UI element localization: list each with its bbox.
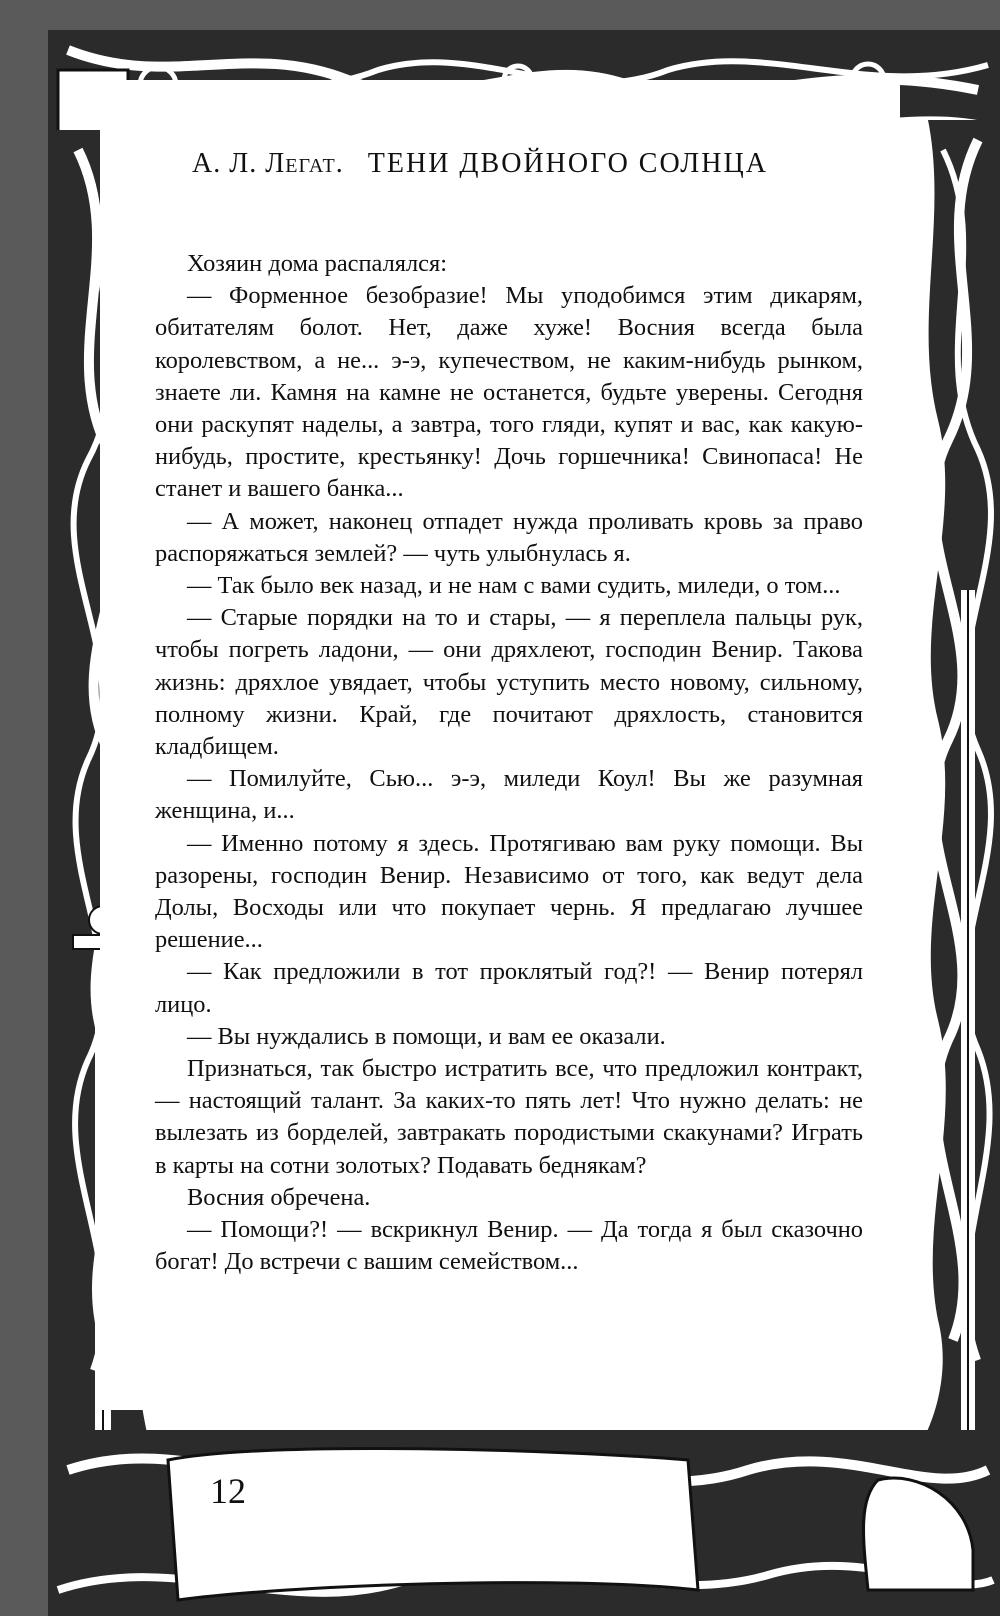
header-title: ТЕНИ ДВОЙНОГО СОЛНЦА: [367, 148, 768, 179]
page-number: 12: [210, 1471, 246, 1511]
paragraph: — Так было век назад, и не нам с вами судить, миледи, о том...: [187, 572, 841, 600]
paragraph: — А может, наконец отпадет нужда проливать кровь за право распоряжаться землей? — чуть улыбнулась я.: [155, 507, 863, 567]
paragraph: — Форменное безобразие! Мы уподобимся этим дикарям, обитателям болот. Нет, даже хуже! Восния всегда была королевством, а не... э-э, купечеством, не каким-нибудь рынком, знаете ли. Камня на камне не останется, будьте уверены. Сегодня они раскупят наделы, а завтра, того гляди, купят и вас, как какую-нибудь, простите, крестьянку! Дочь горшечника! Свинопаса! Не станет и вашего банка...: [155, 282, 863, 503]
paragraph: — Старые порядки на то и стары, — я переплела пальцы рук, чтобы погреть ладони, — они дряхлеют, господин Венир. Такова жизнь: дряхлое увядает, чтобы уступить место новому, сильному, полному жизни. Край, где почитают дряхлость, становится кладбищем.: [155, 604, 863, 761]
header-author: А. Л. Легат.: [192, 148, 344, 179]
body-text: [155, 248, 863, 1279]
paragraph: — Помощи?! — вскрикнул Венир. — Да тогда я был сказочно богат! До встречи с вашим семейством...: [155, 1216, 863, 1276]
paragraph: Хозяин дома распалялся:: [187, 250, 447, 277]
paragraph: Восния обречена.: [187, 1183, 371, 1211]
paragraph: — Помилуйте, Сью... э-э, миледи Коул! Вы же разумная женщина, и...: [155, 765, 863, 825]
running-header: [110, 148, 850, 180]
paragraph: — Именно потому я здесь. Протягиваю вам руку помощи. Вы разорены, господин Венир. Независимо от того, как ведут дела Долы, Восходы или что покупает чернь. Я предлагаю лучшее решение...: [155, 829, 863, 954]
paragraph: — Вы нуждались в помощи, и вам ее оказали.: [187, 1022, 666, 1050]
paragraph: Признаться, так быстро истратить все, что предложил контракт, — настоящий талант. За каких-то пять лет! Что нужно делать: не вылезать из борделей, завтракать породистыми скакунами? Играть в карты на сотни золотых? Подавать беднякам?: [155, 1055, 863, 1179]
paragraph: — Как предложили в тот проклятый год?! — Венир потерял лицо.: [155, 958, 863, 1018]
